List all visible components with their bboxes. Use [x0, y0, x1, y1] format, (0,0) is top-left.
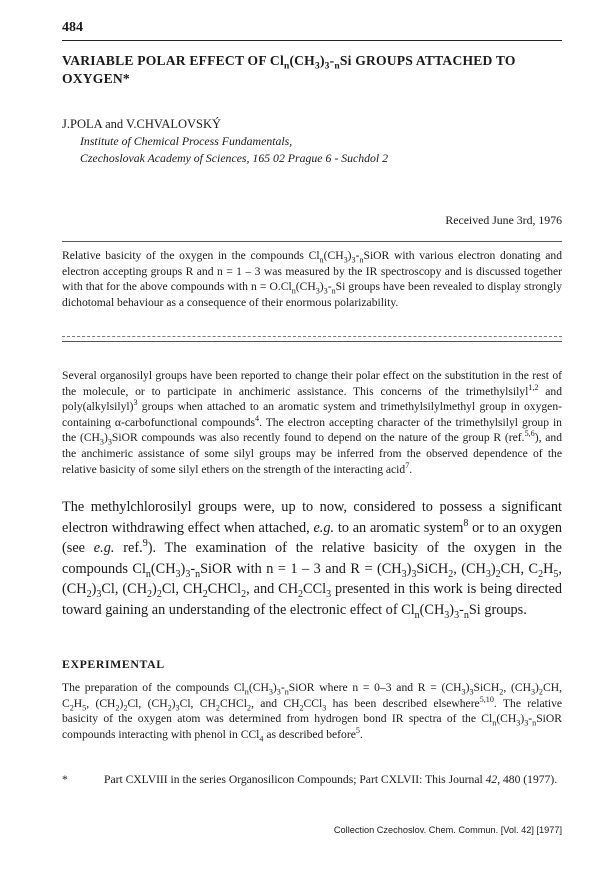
- abstract-rule-bottom: [62, 336, 562, 337]
- footnote-text: Part CXLVIII in the series Organosilicon Compounds; Part CXLVII: This Journal 42, 480 (1977).: [104, 773, 558, 786]
- body-paragraph: The methylchlorosilyl groups were, up to now, considered to possess a significant electron withdrawing effect when attached, e.g. to an aromatic system$^8$ or to an oxygen (see e.g. ref.$^9$). The examination of the relative basicity of the oxygen in the compounds $Cl_n(CH_3)_3-_nSiOR$ with n = 1 – 3 and $R = (CH_3)_3SiCH_2$, $(CH_3)_2CH$, $C_2H_5$, $(CH_2)_3Cl$, $(CH_2)_2Cl$, $CH_2CHCl_2$, and $CH_2CCl_3$ presented in this work is being directed toward gaining an understanding of the electronic effect of $Cl_n(CH_3)_3-_nSi$ groups.: [62, 499, 562, 621]
- article-title: VARIABLE POLAR EFFECT OF $Cl_n(CH_3)_3-_nSi$ GROUPS ATTACHED TO OXYGEN*: [62, 53, 516, 86]
- experimental-paragraph: The preparation of the compounds $Cl_n(CH_3)_3-_nSiOR$ where n = 0–3 and $R = (CH_3)_3SiCH_2$, $(CH_3)_2CH$, $C_2H_5$, $(CH_2)_2Cl$, $(CH_2)_3Cl$, $CH_2CHCl_2$, and $CH_2CCl_3$ has been described elsewhere$^{5,10}$. The relative basicity of the oxygen atom was determined from hydrogen bond IR spectra of the $Cl_n(CH_3)_3-_nSiOR$ compounds interacting with phenol in CCl$_4$ as described before$^5$.: [62, 681, 563, 744]
- section-heading: EXPERIMENTAL: [62, 657, 165, 671]
- page-number: 484: [62, 20, 83, 35]
- affiliation-line-2: Czechoslovak Academy of Sciences, 165 02 Prague 6 - Suchdol 2: [80, 151, 389, 165]
- received-date: Received June 3rd, 1976: [445, 213, 562, 227]
- authors: J.POLA and V.CHVALOVSKÝ: [62, 117, 222, 131]
- affiliation-line-1: Institute of Chemical Process Fundamentals,: [80, 134, 293, 148]
- footnote: [62, 772, 562, 788]
- header-rule: [62, 40, 562, 41]
- affiliation: [80, 133, 388, 167]
- abstract: Relative basicity of the oxygen in the compounds $Cl_n(CH_3)_3-_nSiOR$ with various electron donating and electron accepting groups R and n = 1 – 3 was measured by the IR spectroscopy and is discussed together with that for the above compounds with $n = O.Cl_n(CH_3)_3-_nSi$ groups have been revealed to display strongly dichotomal behaviour as a consequence of their enormous polarizability.: [62, 249, 562, 309]
- footnote-mark: *: [62, 773, 68, 786]
- journal-footer: Collection Czechoslov. Chem. Commun. [Vol. 42] [1977]: [333, 825, 562, 835]
- abstract-rule-bottom-2: [62, 341, 562, 342]
- intro-paragraph: Several organosilyl groups have been reported to change their polar effect on the substitution in the rest of the molecule, or to participate in anchimeric assistance. This concerns of the trimethylsilyl$^{1,2}$ and poly(alkylsilyl)$^3$ groups when attached to an aromatic system and trimethylsilylmethyl group in oxygen-containing α-carbofunctional compounds$^4$. The electron accepting character of the trimethylsilyl group in the $(CH_3)_3SiOR$ compounds was also recently found to depend on the nature of the group R (ref.$^{5,6}$), and the anchimeric assistance of some silyl groups may be inferred from the observed dependence of the relative basicity of some silyl ethers on the strength of the interacting acid$^7$.: [62, 369, 562, 476]
- abstract-rule-top: [62, 241, 562, 242]
